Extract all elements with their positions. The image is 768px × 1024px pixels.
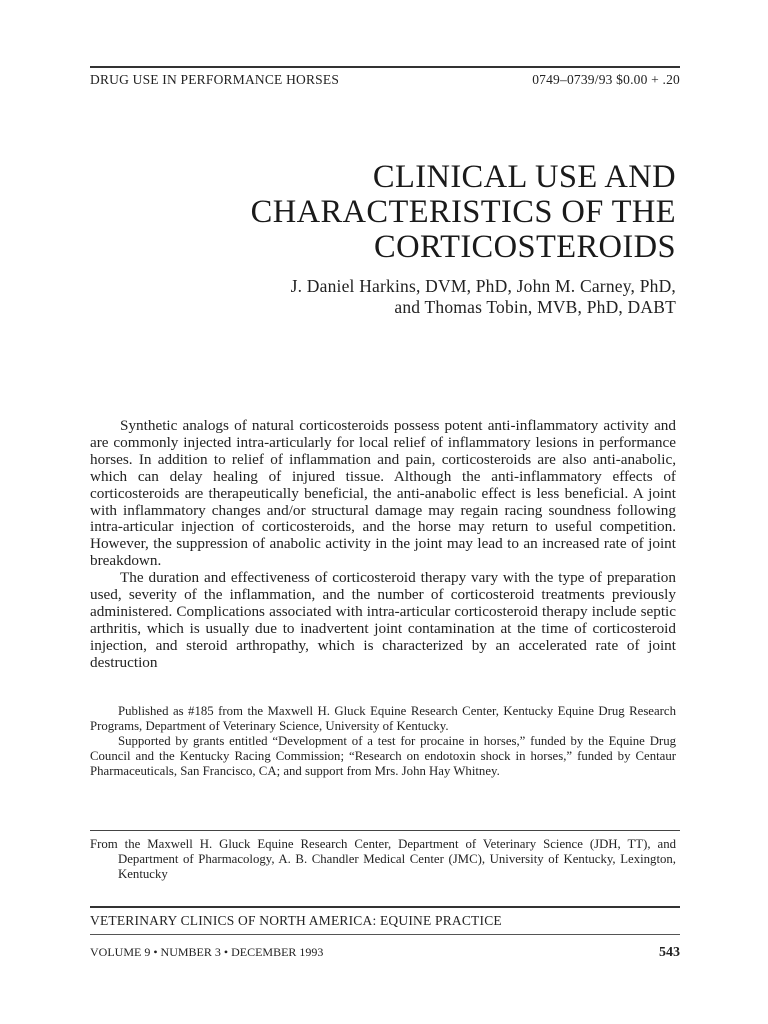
body-text xyxy=(90,418,676,672)
issn-code: 0749–0739/93 $0.00 + .20 xyxy=(532,72,680,87)
title-line: CLINICAL USE AND xyxy=(372,159,676,195)
page-number: 543 xyxy=(659,945,680,960)
journal-name: VETERINARY CLINICS OF NORTH AMERICA: EQUINE PRACTICE xyxy=(90,913,502,928)
running-header xyxy=(90,72,680,88)
running-title: DRUG USE IN PERFORMANCE HORSES xyxy=(90,72,340,87)
footnote: Supported by grants entitled “Development of a test for procaine in horses,” funded by the Equine Drug Council and the Kentucky Racing Commission; “Research on endotoxin shock in horses,” funded by Centaur Pharmaceuticals, San Francisco, CA; and support from Mrs. John Hay Whitney. xyxy=(90,734,676,778)
volume-rule xyxy=(90,934,680,935)
journal-rule xyxy=(90,906,680,908)
title-line: CHARACTERISTICS OF THE xyxy=(250,194,676,230)
author-list xyxy=(291,276,676,318)
article-title xyxy=(251,160,676,265)
header-rule xyxy=(90,66,680,68)
author-line: J. Daniel Harkins, DVM, PhD, John M. Carney, PhD, xyxy=(290,276,676,296)
affiliation xyxy=(90,837,676,882)
footnote: Published as #185 from the Maxwell H. Gluck Equine Research Center, Kentucky Equine Drug Research Programs, Department of Veterinary Science, University of Kentucky. xyxy=(90,704,676,733)
affiliation-rule xyxy=(90,830,680,831)
paragraph: The duration and effectiveness of corticosteroid therapy vary with the type of preparation used, severity of the inflammation, and the number of corticosteroid treatments previously administered. Complications associated with intra-articular corticosteroid therapy include septic arthritis, which is usually due to inadvertent joint contamination at the time of corticosteroid injection, and steroid arthropathy, which is characterized by an accelerated rate of joint destruction xyxy=(90,569,676,671)
footer-bar xyxy=(90,945,680,961)
title-line: CORTICOSTEROIDS xyxy=(374,229,676,265)
author-line: and Thomas Tobin, MVB, PhD, DABT xyxy=(394,297,676,317)
affiliation-text: From the Maxwell H. Gluck Equine Research Center, Department of Veterinary Science (JDH, TT), and Department of Pharmacology, A. B. Chandler Medical Center (JMC), University of Kentucky, Lexington, Kentucky xyxy=(90,837,676,881)
volume-info: VOLUME 9 • NUMBER 3 • DECEMBER 1993 xyxy=(90,945,324,959)
footnotes xyxy=(90,704,676,779)
paragraph: Synthetic analogs of natural corticosteroids possess potent anti-inflammatory activity and are commonly injected intra-articularly for local relief of inflammatory lesions in performance horses. In addition to relief of inflammation and pain, corticosteroids are also anti-anabolic, which can delay healing of injured tissue. Although the anti-inflammatory effects of corticosteroids are therapeutically beneficial, the anti-anabolic effect is less beneficial. A joint with inflammatory changes and/or structural damage may regain racing soundness following intra-articular injection of corticosteroids, and the horse may return to useful competition. However, the suppression of anabolic activity in the joint may lead to an increased rate of joint breakdown. xyxy=(90,417,676,570)
